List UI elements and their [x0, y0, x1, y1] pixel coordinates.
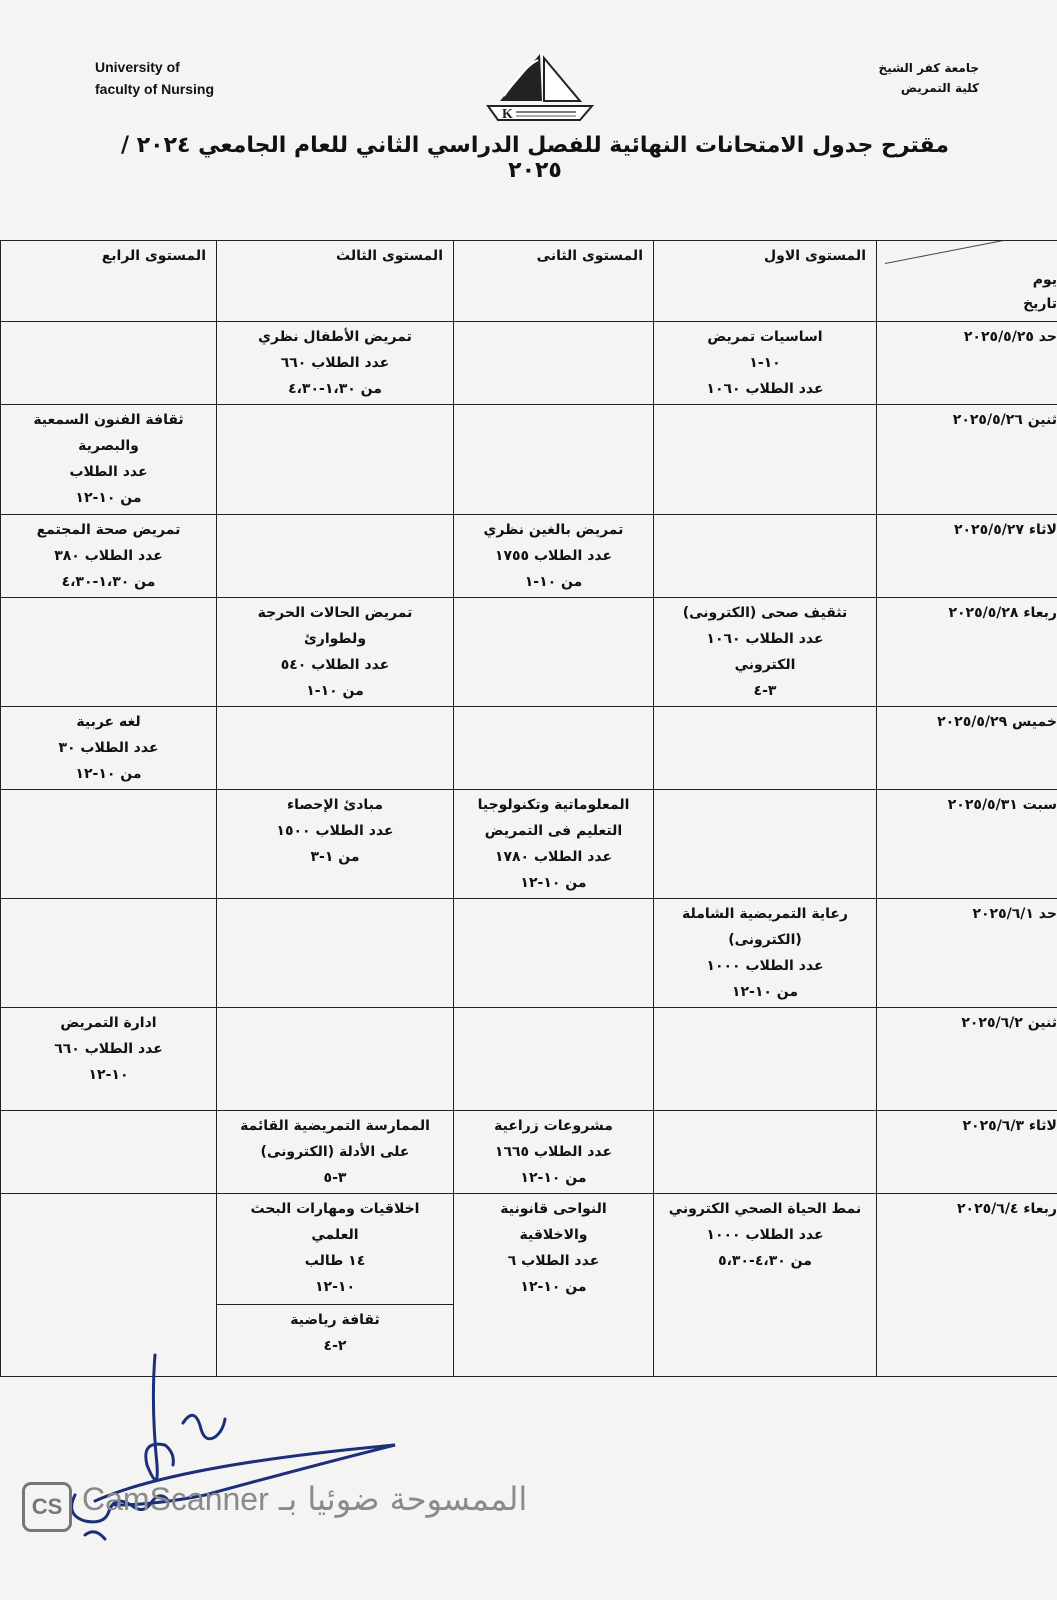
watermark-arabic: الممسوحة ضوئيا بـ: [278, 1480, 528, 1518]
exam-cell-level-4: [1, 598, 217, 707]
exam-info-line: تمريض الحالات الحرجة: [257, 605, 413, 621]
exam-cell-level-4: [1, 1111, 217, 1194]
exam-info-line: نمط الحياة الصحي الكتروني: [668, 1201, 862, 1217]
table-row: [1, 515, 1057, 598]
table-body: [1, 322, 1057, 1377]
table-row: [1, 899, 1057, 1008]
exam-cell-level-2: [454, 405, 654, 515]
day-date-cell: لاثاء ٢٠٢٥/٥/٢٧: [877, 515, 1057, 598]
exam-info-line: عدد الطلاب ١٧٨٠: [494, 849, 613, 865]
faculty-name-en: faculty of Nursing: [95, 81, 215, 97]
exam-info-line: ٢-٤: [323, 1338, 347, 1354]
exam-info-line: عدد الطلاب ١٠٠٠: [706, 1227, 824, 1243]
exam-cell-level-3: [217, 598, 454, 707]
day-date-cell: ثنين ٢٠٢٥/٦/٢: [877, 1008, 1057, 1111]
exam-info-line: من ١٠-١: [524, 574, 583, 590]
table-row: [1, 322, 1057, 405]
column-header-level-1: المستوى الاول: [654, 241, 877, 322]
university-logo-icon: [480, 46, 598, 128]
exam-cell-level-2: [454, 707, 654, 790]
university-header-ar: [879, 58, 979, 98]
exam-cell-level-2: [454, 790, 654, 899]
exam-info-line: من ١،٣٠-٤،٣٠: [288, 381, 382, 397]
exam-info-line: عدد الطلاب ١٧٥٥: [494, 548, 613, 564]
exam-cell-level-4: [1, 1008, 217, 1111]
exam-cell-level-3: [217, 515, 454, 598]
exam-info-line: من ١٠-١: [306, 683, 364, 699]
exam-info-line: عدد الطلاب ٦٦٠: [280, 355, 390, 371]
exam-info-line: العلمي: [311, 1227, 359, 1243]
exam-info-line: ثقافة رياضية: [290, 1312, 380, 1328]
column-header-level-2: المستوى الثانى: [454, 241, 654, 322]
exam-info-line: عدد الطلاب ٣٨٠: [54, 548, 163, 564]
exam-info-line: من ١٠-١٢: [520, 875, 587, 891]
exam-info-line: من ١٠-١٢: [520, 1170, 587, 1186]
day-date-cell: لاثاء ٢٠٢٥/٦/٣: [877, 1111, 1057, 1194]
exam-info-line: ٣-٤: [753, 683, 777, 699]
table-header-row: [1, 241, 1057, 322]
exam-cell-level-3: [217, 790, 454, 899]
svg-text:K: K: [502, 107, 513, 122]
exam-info-line: ثقافة الفنون السمعية: [33, 412, 184, 428]
day-date-cell: خميس ٢٠٢٥/٥/٢٩: [877, 707, 1057, 790]
exam-info-line: تمريض الأطفال نظري: [258, 329, 412, 345]
exam-info-line: النواحى قانونية: [500, 1201, 607, 1217]
exam-info-line: من ١٠-١٢: [75, 490, 142, 506]
day-date-cell: ربعاء ٢٠٢٥/٦/٤: [877, 1194, 1057, 1377]
exam-cell-level-2: [454, 1111, 654, 1194]
exam-info-line: (الكترونى): [728, 932, 802, 948]
exam-info-line: عدد الطلاب ٣٠: [58, 740, 159, 756]
exam-info-line: عدد الطلاب ١٠٦٠: [706, 631, 824, 647]
exam-info-line: عدد الطلاب ١٥٠٠: [276, 823, 394, 839]
exam-info-line: مشروعات زراعية: [494, 1118, 613, 1134]
exam-cell-level-3: [217, 899, 454, 1008]
exam-cell-level-3: [217, 707, 454, 790]
exam-info-line: ولطوارئ: [303, 631, 367, 647]
day-date-cell: حد ٢٠٢٥/٦/١: [877, 899, 1057, 1008]
exam-info-line: ٣-٥: [323, 1170, 347, 1186]
handwritten-signature-icon: [55, 1345, 415, 1585]
exam-cell-level-1: [654, 1194, 877, 1377]
day-date-cell: ربعاء ٢٠٢٥/٥/٢٨: [877, 598, 1057, 707]
column-header-level-3: المستوى الثالث: [217, 241, 454, 322]
exam-info-line: ١٠-١٢: [88, 1067, 129, 1083]
table-row: [1, 1008, 1057, 1111]
exam-info-line: اخلاقيات ومهارات البحث: [250, 1201, 420, 1217]
corner-day-label: يوم: [1032, 272, 1057, 288]
exam-cell-level-1: [654, 790, 877, 899]
corner-diagonal: [885, 241, 1032, 264]
exam-cell-level-4: [1, 899, 217, 1008]
exam-info-line: من ١،٣٠-٤،٣٠: [61, 574, 156, 590]
exam-info-line: الممارسة التمريضية القائمة: [240, 1118, 430, 1134]
exam-info-line: مبادئ الإحصاء: [286, 797, 384, 813]
exam-cell-level-4: [1, 515, 217, 598]
table-row: [1, 598, 1057, 707]
exam-info-line: من ١٠-١٢: [731, 984, 799, 1000]
day-date-cell: سبت ٢٠٢٥/٥/٣١: [877, 790, 1057, 899]
exam-info-line: رعاية التمريضية الشاملة: [682, 906, 848, 922]
exam-cell-level-1: [654, 707, 877, 790]
exam-cell-level-4: [1, 405, 217, 515]
exam-info-line: والاخلاقية: [519, 1227, 588, 1243]
exam-cell-level-2: [454, 1008, 654, 1111]
corner-content: [877, 241, 1057, 317]
table-row: [1, 405, 1057, 515]
exam-cell-level-2: [454, 1194, 654, 1377]
watermark-english: CamScanner: [82, 1481, 269, 1517]
exam-info-line: والبصرية: [78, 438, 139, 454]
exam-cell-level-4: [1, 790, 217, 899]
exam-info-line: عدد الطلاب ٦٦٠: [54, 1041, 163, 1057]
exam-info-line: تمريض بالغين نظري: [483, 522, 624, 538]
exam-info-line: من ١٠-١٢: [75, 766, 142, 782]
day-date-cell: حد ٢٠٢٥/٥/٢٥: [877, 322, 1057, 405]
exam-cell-level-1: [654, 1111, 877, 1194]
exam-info-line: ١٤ طالب: [304, 1253, 366, 1269]
exam-cell-level-3: [217, 1008, 454, 1111]
exam-cell-level-3: [217, 405, 454, 515]
exam-info-line: لغه عربية: [76, 714, 141, 730]
exam-cell-level-1: [654, 1008, 877, 1111]
exam-info-line: تثقيف صحى (الكترونى): [682, 605, 848, 621]
table-row: [1, 707, 1057, 790]
table-row: [1, 790, 1057, 899]
exam-info-line: المعلوماتية وتكنولوجيا: [477, 797, 630, 813]
page-title: مقترح جدول الامتحانات النهائية للفصل الدراسي الثاني للعام الجامعي ٢٠٢٤ /٢٠٢٥: [121, 133, 949, 183]
column-header-level-4: المستوى الرابع: [1, 241, 217, 322]
exam-info-line: عدد الطلاب ١٦٦٥: [494, 1144, 613, 1160]
exam-info-line: من ١٠-١٢: [520, 1279, 587, 1295]
exam-cell-level-2: [454, 598, 654, 707]
exam-schedule-table: [0, 240, 1057, 1377]
table-row: [1, 1111, 1057, 1194]
exam-info-line: عدد الطلاب ١٠٠٠: [706, 958, 824, 974]
exam-cell-level-1: [654, 405, 877, 515]
exam-cell-level-2: [454, 899, 654, 1008]
exam-cell-level-4: [1, 707, 217, 790]
faculty-name-ar: كلية التمريض: [900, 81, 979, 95]
exam-info-line: عدد الطلاب: [69, 464, 148, 480]
exam-cell-level-1: [654, 322, 877, 405]
exam-info-line: ١٠-١: [749, 355, 781, 371]
exam-info-line: التعليم فى التمريض: [484, 823, 623, 839]
exam-info-line: على الأدلة (الكترونى): [260, 1144, 410, 1160]
exam-info-line: عدد الطلاب ٥٤٠: [280, 657, 390, 673]
camscanner-watermark: [82, 1480, 527, 1518]
exam-cell-level-1: [654, 515, 877, 598]
exam-info-line: من ١-٣: [310, 849, 360, 865]
exam-cell-level-1: [654, 899, 877, 1008]
corner-cell: [877, 241, 1057, 322]
exam-cell-level-2: [454, 322, 654, 405]
exam-info-line: اساسيات تمريض: [707, 329, 823, 345]
camscanner-logo-icon: CS: [22, 1482, 72, 1532]
university-name-en: University of: [95, 59, 180, 75]
exam-info-line: عدد الطلاب ٦: [507, 1253, 600, 1269]
day-date-cell: ثنين ٢٠٢٥/٥/٢٦: [877, 405, 1057, 515]
exam-info-line: ١٠-١٢: [315, 1279, 355, 1295]
exam-cell-level-3: [217, 322, 454, 405]
exam-cell-level-1: [654, 598, 877, 707]
exam-cell-level-4: [1, 322, 217, 405]
exam-info-line: عدد الطلاب ١٠٦٠: [706, 381, 824, 397]
corner-date-label: تاريخ: [1023, 296, 1057, 312]
university-header-en: [95, 56, 214, 100]
exam-info-line: تمريض صحة المجتمع: [36, 522, 181, 538]
exam-info-line: ادارة التمريض: [60, 1015, 157, 1031]
exam-info-line: من ٤،٣٠-٥،٣٠: [718, 1253, 812, 1269]
exam-cell-level-2: [454, 515, 654, 598]
university-name-ar: جامعة كفر الشيخ: [878, 61, 979, 75]
exam-info-line: الكتروني: [734, 657, 796, 673]
exam-cell-level-3: [217, 1111, 454, 1194]
